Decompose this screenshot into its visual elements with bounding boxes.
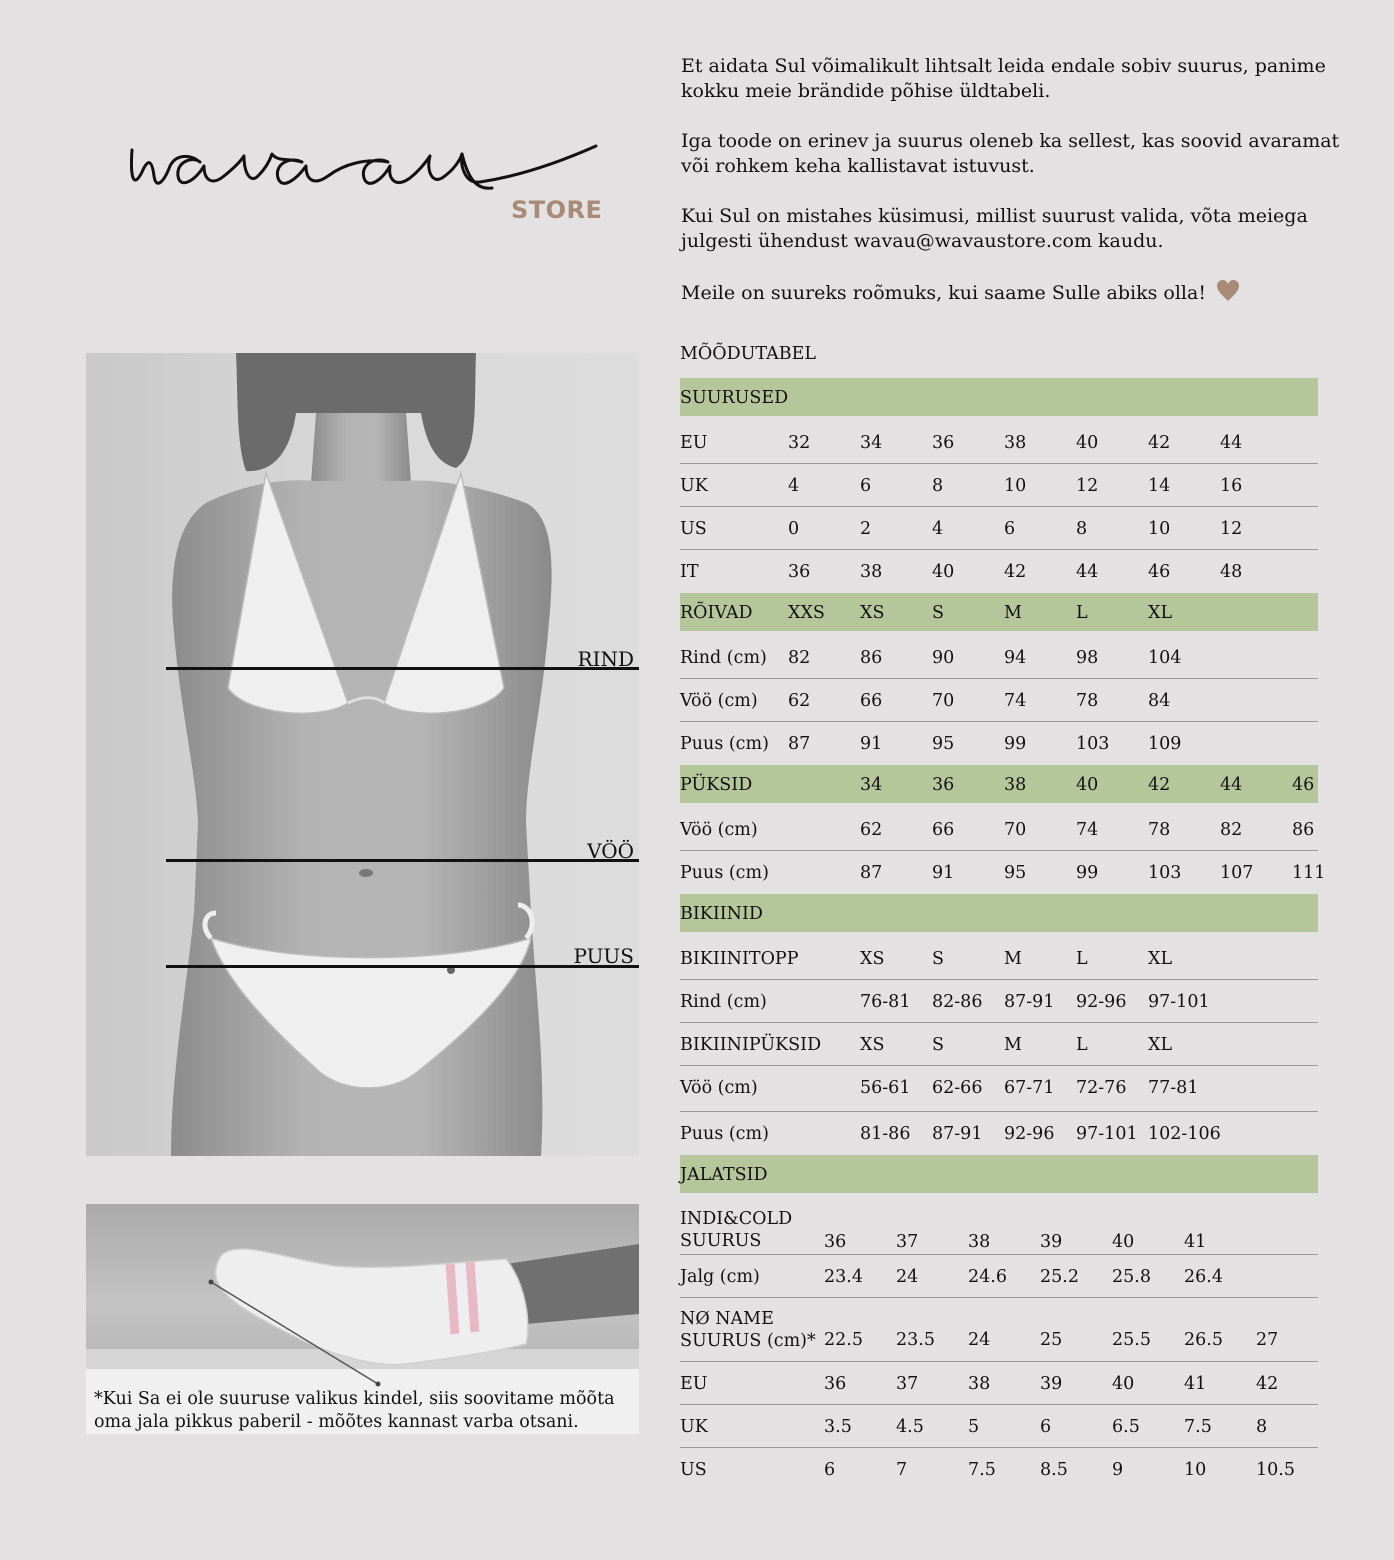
cell: 24 [896,1267,919,1287]
cell: 40 [1112,1232,1135,1252]
intro-closing-text: Meile on suureks roõmuks, kui saame Sulle abiks olla! [681,282,1206,304]
cell: 97-101 [1076,1124,1138,1144]
section-header-jalatsid [680,1155,1318,1193]
brand-logo [120,110,610,240]
cell: 72-76 [1076,1078,1127,1098]
cell: 41 [1184,1374,1207,1394]
cell: L [1076,1035,1088,1055]
cell: 8 [932,476,944,496]
cell: M [1004,949,1022,969]
row-label: Puus (cm) [680,863,769,883]
cell: 74 [1076,820,1099,840]
section-header-label: PÜKSID [680,775,753,795]
cell: 4.5 [896,1417,924,1437]
row-label [680,1308,816,1352]
header-cell: XL [1148,603,1173,623]
cell: 82 [788,648,811,668]
cell: 67-71 [1004,1078,1055,1098]
cell: 48 [1220,562,1243,582]
logo-store-text: STORE [511,196,603,224]
row-label: Puus (cm) [680,734,769,754]
cell: 6 [860,476,872,496]
cell: 37 [896,1374,919,1394]
cell: 103 [1148,863,1182,883]
cell: 104 [1148,648,1182,668]
cell: XS [860,1035,885,1055]
table-row [680,1066,1318,1112]
cell: 87-91 [932,1124,983,1144]
row-label: UK [680,476,708,496]
table-row [680,722,1318,765]
cell: 8.5 [1040,1460,1068,1480]
row-label: EU [680,1374,708,1394]
cell: 32 [788,433,811,453]
cell: 25.8 [1112,1267,1151,1287]
header-cell: 38 [1004,775,1027,795]
cell: 87 [860,863,883,883]
cell: M [1004,1035,1022,1055]
section-header-label: BIKIINID [680,904,763,924]
cell: 42 [1148,433,1171,453]
foot-note-line: *Kui Sa ei ole suuruse valikus kindel, siis soovitame mõõta [94,1389,615,1409]
table-row [680,808,1318,851]
table-row [680,851,1326,894]
cell: 36 [824,1232,847,1252]
table-row [680,1112,1318,1155]
cell: 24.6 [968,1267,1007,1287]
row-label-line: SUURUS (cm)* [680,1331,816,1351]
cell: 10.5 [1256,1460,1295,1480]
cell: 42 [1256,1374,1279,1394]
row-label: Jalg (cm) [680,1267,760,1287]
cell: 81-86 [860,1124,911,1144]
cell: 92-96 [1004,1124,1055,1144]
row-label: EU [680,433,708,453]
cell: 36 [788,562,811,582]
table-row [680,1405,1318,1448]
cell: 38 [1004,433,1027,453]
heart-icon [1216,279,1240,310]
cell: 39 [1040,1374,1063,1394]
foot-note-line: oma jala pikkus paberil - mõõtes kannast varba otsani. [94,1412,579,1432]
cell: 46 [1148,562,1171,582]
cell: 38 [860,562,883,582]
cell: 109 [1148,734,1182,754]
cell: 5 [968,1417,980,1437]
header-cell: XXS [788,603,825,623]
row-label-line: INDI&COLD [680,1209,793,1229]
header-cell: 42 [1148,775,1171,795]
intro-paragraph: Et aidata Sul võimalikult lihtsalt leida endale sobiv suurus, panime kokku meie brändide põhise üldtabeli. [681,55,1326,102]
cell: 70 [932,691,955,711]
cell: 7.5 [1184,1417,1212,1437]
cell: 39 [1040,1232,1063,1252]
cell: 7 [896,1460,908,1480]
cell: 95 [932,734,955,754]
section-header-suurused [680,378,1318,416]
size-table [680,378,1326,1491]
cell: XL [1148,949,1173,969]
row-label-line: NØ NAME [680,1309,774,1329]
waist-measure-line [166,859,639,862]
cell: 95 [1004,863,1027,883]
row-label: BIKIINIPÜKSID [680,1035,822,1055]
row-label: Vöö (cm) [680,1078,758,1098]
table-row [680,421,1318,464]
cell: 62 [860,820,883,840]
cell: 4 [932,519,944,539]
cell: S [932,1035,944,1055]
cell: 62 [788,691,811,711]
cell: 84 [1148,691,1171,711]
table-row [680,636,1318,679]
cell: 56-61 [860,1078,911,1098]
cell: 7.5 [968,1460,996,1480]
intro-text [681,54,1361,335]
row-label: US [680,519,707,539]
cell: 41 [1184,1232,1207,1252]
table-row [680,464,1318,507]
table-row [680,679,1318,722]
cell: 27 [1256,1330,1279,1350]
hip-measure-line [166,965,639,968]
cell: 40 [1076,433,1099,453]
cell: 34 [860,433,883,453]
cell: 78 [1076,691,1099,711]
cell: 99 [1004,734,1027,754]
cell: 38 [968,1374,991,1394]
header-cell: 46 [1292,775,1315,795]
row-label [680,1208,792,1252]
row-label: Puus (cm) [680,1124,769,1144]
chest-measure-line [166,667,639,670]
cell: 3.5 [824,1417,852,1437]
row-label-line: SUURUS [680,1231,762,1251]
table-row [680,1298,1318,1362]
cell: 9 [1112,1460,1124,1480]
section-header-label: SUURUSED [680,388,789,408]
table-row [680,507,1318,550]
cell: 66 [932,820,955,840]
header-cell: 34 [860,775,883,795]
cell: XS [860,949,885,969]
cell: 36 [824,1374,847,1394]
row-label: Rind (cm) [680,992,767,1012]
cell: 86 [860,648,883,668]
chest-label: RIND [577,647,634,671]
intro-paragraph: Iga toode on erinev ja suurus oleneb ka sellest, kas soovid avaramat või rohkem keha kallistavat istuvust. [681,130,1340,177]
cell: 26.5 [1184,1330,1223,1350]
row-label: Rind (cm) [680,648,767,668]
cell: 2 [860,519,872,539]
header-cell: 40 [1076,775,1099,795]
cell: 44 [1220,433,1243,453]
cell: 82 [1220,820,1243,840]
cell: 37 [896,1232,919,1252]
header-cell: M [1004,603,1022,623]
row-label: UK [680,1417,708,1437]
table-row [680,1255,1318,1298]
table-row [680,1362,1318,1405]
cell: 24 [968,1330,991,1350]
foot-measure-note [94,1388,615,1434]
section-header-bikiinid [680,894,1318,932]
waist-label: VÖÖ [587,839,634,863]
table-row [680,1023,1318,1066]
cell: 16 [1220,476,1243,496]
cell: 23.5 [896,1330,935,1350]
cell: 103 [1076,734,1110,754]
cell: 23.4 [824,1267,863,1287]
cell: 6 [1004,519,1016,539]
intro-paragraph: Kui Sul on mistahes küsimusi, millist suurust valida, võta meiega julgesti ühendust wavau@wavaustore.com kaudu. [681,205,1308,252]
cell: 10 [1148,519,1171,539]
hip-label: PUUS [573,944,634,968]
cell: 12 [1220,519,1243,539]
cell: 25 [1040,1330,1063,1350]
cell: L [1076,949,1088,969]
cell: 86 [1292,820,1315,840]
cell: 97-101 [1148,992,1210,1012]
table-row [680,980,1318,1023]
table-row [680,1448,1318,1491]
cell: 6 [824,1460,836,1480]
cell: 94 [1004,648,1027,668]
cell: 10 [1184,1460,1207,1480]
cell: 26.4 [1184,1267,1223,1287]
row-label: Vöö (cm) [680,691,758,711]
cell: 70 [1004,820,1027,840]
section-header-label: RÕIVAD [680,603,753,623]
cell: 14 [1148,476,1171,496]
table-row [680,1198,1318,1255]
header-cell: 36 [932,775,955,795]
foot-measurement-photo [86,1204,639,1434]
cell: 107 [1220,863,1254,883]
cell: 102-106 [1148,1124,1221,1144]
cell: 78 [1148,820,1171,840]
body-measurement-photo [86,353,639,1156]
cell: 25.5 [1112,1330,1151,1350]
table-row [680,550,1318,593]
cell: 4 [788,476,800,496]
header-cell: L [1076,603,1088,623]
cell: 111 [1292,863,1326,883]
intro-closing [681,279,1361,310]
cell: 87 [788,734,811,754]
size-table-title: MÕÕDUTABEL [680,344,817,364]
cell: 0 [788,519,800,539]
row-label: Vöö (cm) [680,820,758,840]
cell: 44 [1076,562,1099,582]
cell: 82-86 [932,992,983,1012]
row-label: BIKIINITOPP [680,949,799,969]
cell: 6 [1040,1417,1052,1437]
cell: 12 [1076,476,1099,496]
row-label: IT [680,562,699,582]
cell: 77-81 [1148,1078,1199,1098]
header-cell: S [932,603,944,623]
cell: 6.5 [1112,1417,1140,1437]
cell: 99 [1076,863,1099,883]
cell: 40 [1112,1374,1135,1394]
header-cell: XS [860,603,885,623]
cell: 38 [968,1232,991,1252]
cell: 25.2 [1040,1267,1079,1287]
cell: 42 [1004,562,1027,582]
cell: 10 [1004,476,1027,496]
section-header-puksid [680,765,1318,803]
cell: 66 [860,691,883,711]
header-cell: 44 [1220,775,1243,795]
cell: 22.5 [824,1330,863,1350]
cell: 90 [932,648,955,668]
cell: 62-66 [932,1078,983,1098]
cell: 8 [1076,519,1088,539]
row-label: US [680,1460,707,1480]
section-header-roivad [680,593,1318,631]
cell: 98 [1076,648,1099,668]
cell: XL [1148,1035,1173,1055]
cell: 91 [860,734,883,754]
cell: 76-81 [860,992,911,1012]
section-header-label: JALATSID [680,1165,768,1185]
cell: 92-96 [1076,992,1127,1012]
cell: 91 [932,863,955,883]
cell: 40 [932,562,955,582]
cell: 87-91 [1004,992,1055,1012]
cell: 74 [1004,691,1027,711]
cell: 8 [1256,1417,1268,1437]
cell: S [932,949,944,969]
table-row [680,937,1318,980]
cell: 36 [932,433,955,453]
